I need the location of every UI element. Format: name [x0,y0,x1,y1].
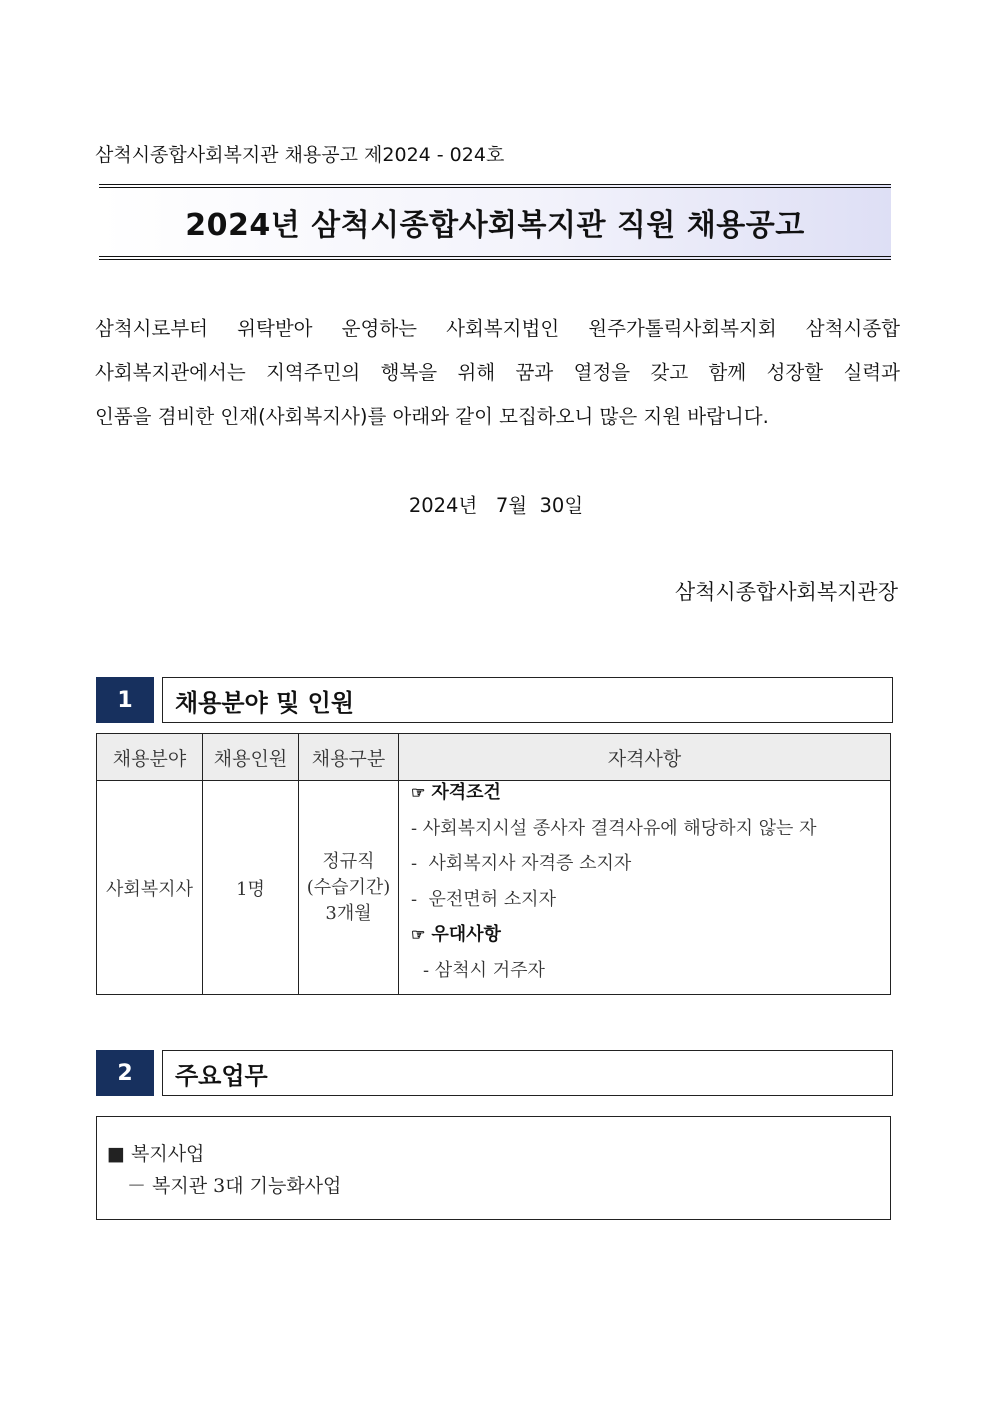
requirement-item: - 사회복지시설 종사자 결격사유에 해당하지 않는 자 [411,817,817,839]
intro-paragraph [95,312,900,444]
requirements-title: 자격조건 [431,782,501,803]
type-line: 정규직 [322,850,375,872]
recruitment-table [96,733,891,995]
type-line: 3개월 [325,902,372,924]
duty-heading: ■ 복지사업 [107,1143,205,1165]
column-header-field: 채용분야 [97,734,203,781]
requirements-heading [411,781,890,817]
section-number: 1 [96,677,154,723]
column-header-qualifications: 자격사항 [399,734,891,781]
notice-date: 2024년 7월 30일 [408,494,584,517]
section-number: 2 [96,1050,154,1096]
column-header-count: 채용인원 [203,734,299,781]
duty-item: － 복지관 3대 기능화사업 [127,1175,342,1197]
page-title: 2024년 삼척시종합사회복지관 직원 채용공고 [185,208,805,243]
section-1-header [96,677,893,723]
duties-box [96,1116,891,1220]
cell-field: 사회복지사 [97,781,203,995]
requirement-item: - 운전면허 소지자 [411,888,556,910]
notice-number: 삼척시종합사회복지관 채용공고 제2024 - 024호 [95,144,505,166]
preference-heading [411,923,890,959]
signer: 삼척시종합사회복지관장 [674,580,898,604]
intro-line: 인품을 겸비한 인재(사회복지사)를 아래와 같이 모집하오니 많은 지원 바랍니다. [95,405,769,428]
preference-title: 우대사항 [431,924,501,945]
requirement-item: - 사회복지사 자격증 소지자 [411,853,632,874]
preference-item: - 삼척시 거주자 [423,959,545,981]
intro-line: 삼척시로부터 위탁받아 운영하는 사회복지법인 원주가톨릭사회복지회 삼척시종합 [95,317,900,340]
intro-line: 사회복지관에서는 지역주민의 행복을 위해 꿈과 열정을 갖고 함께 성장할 실력과 [95,361,900,384]
section-2-header [96,1050,893,1096]
title-banner [99,184,891,260]
pointing-hand-icon: ☞ [411,783,426,802]
pointing-hand-icon: ☞ [411,925,426,944]
table-row [97,781,891,995]
section-title: 채용분야 및 인원 [162,677,893,723]
section-title: 주요업무 [162,1050,893,1096]
column-header-type: 채용구분 [299,734,399,781]
cell-type [299,781,399,995]
cell-count: 1명 [203,781,299,995]
table-header-row [97,734,891,781]
type-line: (수습기간) [306,876,391,898]
cell-qualifications [399,781,891,995]
